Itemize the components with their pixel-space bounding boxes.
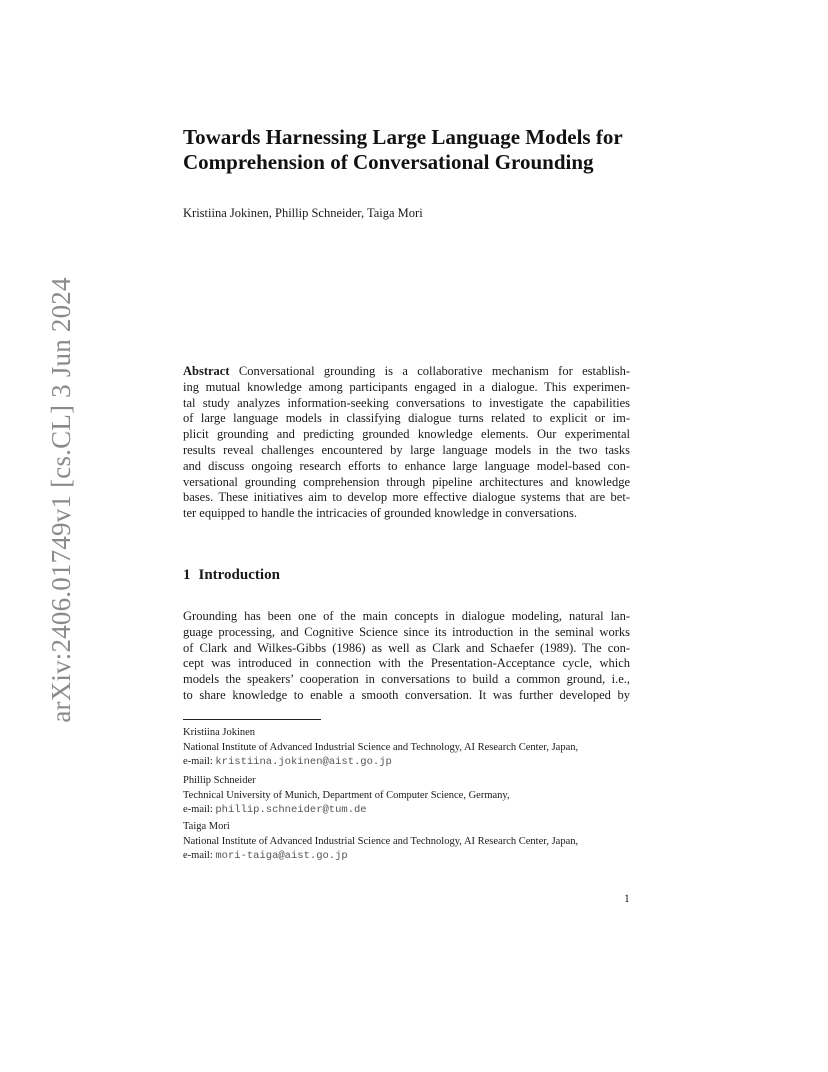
abstract-line-text: Conversational grounding is a collaborative mechanism for establish- (229, 364, 630, 378)
email-label: e-mail: (183, 850, 216, 861)
paper-title-line: Comprehension of Conversational Grounding (183, 150, 594, 174)
affiliation-email-row (183, 755, 643, 770)
introduction-paragraph (183, 609, 630, 704)
email-address[interactable]: mori-taiga@aist.go.jp (215, 850, 348, 862)
abstract-line: plicit grounding and predicting grounded knowledge elements. Our experimental (183, 427, 630, 442)
affiliation-block (183, 820, 643, 864)
abstract-line: and discuss ongoing research efforts to enhance large language model-based con- (183, 458, 630, 473)
section-title: Introduction (198, 567, 280, 583)
affiliation-name: Taiga Mori (183, 821, 230, 832)
section-number: 1 (183, 567, 191, 583)
email-label: e-mail: (183, 804, 216, 815)
footnote-divider (183, 719, 321, 720)
affiliation-institution: National Institute of Advanced Industrial Science and Technology, AI Research Center, Japan, (183, 835, 579, 847)
affiliation-institution: National Institute of Advanced Industrial Science and Technology, AI Research Center, Japan, (183, 741, 579, 753)
affiliation-institution: Technical University of Munich, Department of Computer Science, Germany, (183, 789, 510, 801)
affiliation-email-row (183, 849, 643, 864)
email-address[interactable]: phillip.schneider@tum.de (215, 804, 367, 816)
affiliation-block (183, 774, 643, 818)
abstract-line: ter equipped to handle the intricacies of grounded knowledge in conversations. (183, 506, 577, 521)
abstract-line: versational grounding comprehension through pipeline architectures and knowledge (183, 474, 630, 489)
abstract-label: Abstract (183, 364, 230, 378)
intro-line: Grounding has been one of the main concepts in dialogue modeling, natural lan- (183, 609, 630, 623)
intro-line: models the speakers’ cooperation in conversations to build a common ground, i.e., (183, 672, 630, 687)
abstract-line: ing mutual knowledge among participants engaged in a dialogue. This experimen- (183, 379, 630, 394)
affiliation-name: Kristiina Jokinen (183, 727, 256, 738)
abstract-line: results reveal challenges encountered by large language models in the two tasks (183, 442, 630, 457)
paper-title-line: Towards Harnessing Large Language Models for (183, 125, 623, 149)
abstract-line: of large language models in classifying dialogue turns related to explicit or im- (183, 411, 630, 426)
abstract-line (183, 364, 630, 380)
affiliation-block (183, 726, 643, 770)
intro-line: guage processing, and Cognitive Science since its introduction in the seminal works (183, 624, 630, 639)
abstract-block (183, 364, 630, 522)
page-number: 1 (624, 893, 630, 905)
email-address[interactable]: kristiina.jokinen@aist.go.jp (215, 756, 392, 768)
affiliation-email-row (183, 803, 643, 818)
abstract-line: tal study analyzes information-seeking conversations to investigate the capabilities (183, 395, 630, 410)
intro-line: of Clark and Wilkes-Gibbs (1986) as well as Clark and Schaefer (1989). The con- (183, 640, 630, 655)
email-label: e-mail: (183, 756, 216, 767)
affiliation-name: Phillip Schneider (183, 775, 256, 786)
intro-line: cept was introduced in connection with the Presentation-Acceptance cycle, which (183, 656, 630, 671)
author-list: Kristiina Jokinen, Phillip Schneider, Taiga Mori (183, 206, 423, 220)
section-heading-introduction (183, 567, 280, 584)
intro-line: to share knowledge to enable a smooth conversation. It was further developed by (183, 687, 630, 702)
paper-title (183, 125, 653, 175)
arxiv-identifier-stamp: arXiv:2406.01749v1 [cs.CL] 3 Jun 2024 (46, 277, 76, 723)
abstract-line: bases. These initiatives aim to develop more effective dialogue systems that are bet- (183, 490, 630, 505)
